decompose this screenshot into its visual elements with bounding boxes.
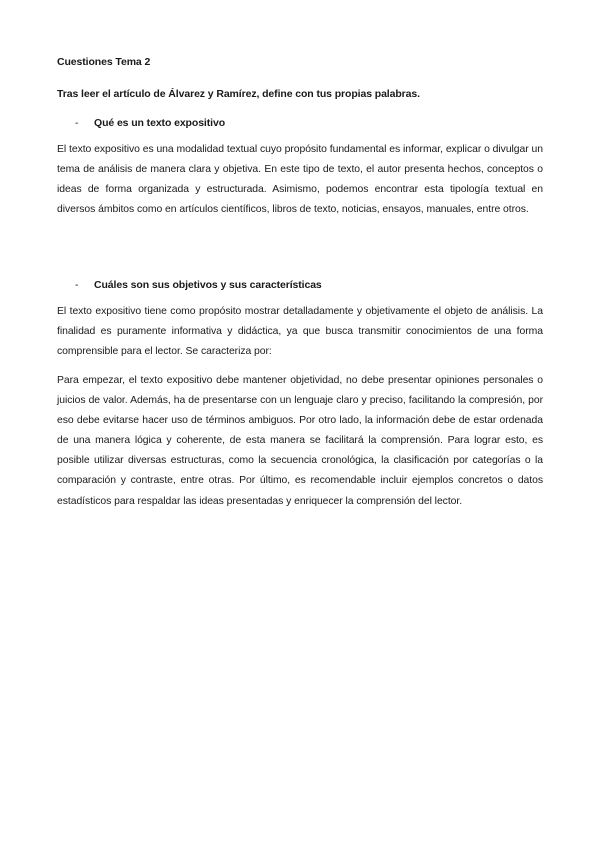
paragraph-characteristics: Para empezar, el texto expositivo debe mantener objetividad, no debe presentar opiniones personales o juicios de valor. Además, ha de presentarse con un lenguaje claro y preciso, facilitando la compresión, por eso debe evitarse hacer uso de términos ambiguos. Por otro lado, la información debe de estar ordenada de una manera lógica y coherente, de esta manera se facilitará la comprensión. Para lograr esto, es posible utilizar diversas estructuras, como la secuencia cronológica, la clasificación por categorías o la comparación y contraste, entre otras. Por último, es recomendable incluir ejemplos concretos o datos estadísticos para respaldar las ideas presentadas y enriquecer la comprensión del lector. (57, 375, 543, 507)
bullet-dash: - (75, 279, 79, 291)
paragraph-objectives: El texto expositivo tiene como propósito mostrar detalladamente y objetivamente el objeto de análisis. La finalidad es puramente informativa y didáctica, ya que busca transmitir conocimientos de una forma comprensible para el lector. Se caracteriza por: (57, 306, 543, 358)
section-heading-definition (75, 117, 225, 129)
bullet-dash: - (75, 117, 79, 129)
section-heading-objectives (75, 279, 322, 291)
document-title: Cuestiones Tema 2 (57, 56, 151, 68)
document-instruction: Tras leer el artículo de Álvarez y Ramírez, define con tus propias palabras. (57, 88, 420, 100)
section-heading-text: Qué es un texto expositivo (94, 117, 226, 129)
section-heading-text: Cuáles son sus objetivos y sus características (94, 279, 322, 291)
paragraph-definition: El texto expositivo es una modalidad textual cuyo propósito fundamental es informar, explicar o divulgar un tema de análisis de manera clara y objetiva. En este tipo de texto, el autor presenta hechos, conceptos o ideas de forma organizada y estructurada. Asimismo, podemos encontrar esta tipología textual en diversos ámbitos como en artículos científicos, libros de texto, noticias, ensayos, manuales, entre otros. (57, 144, 543, 216)
